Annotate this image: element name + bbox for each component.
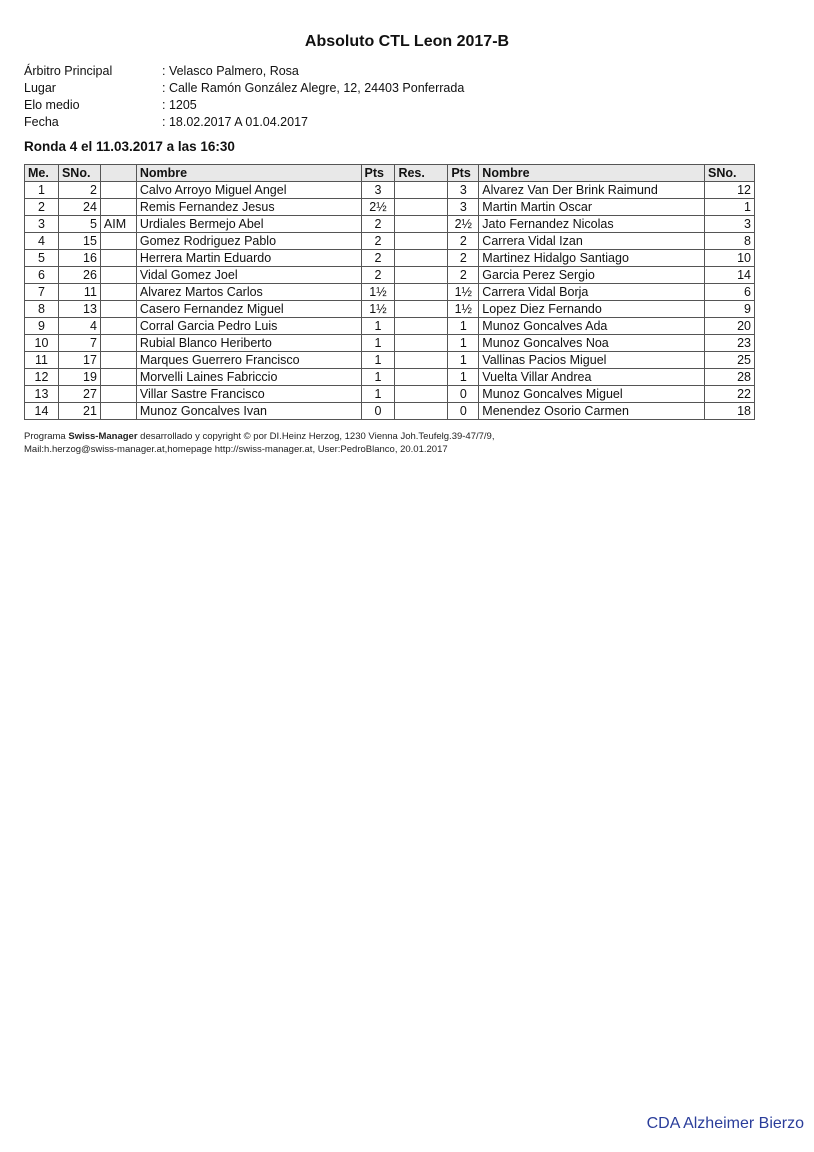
pts-white: 2 (361, 267, 395, 284)
sno-white: 5 (58, 216, 100, 233)
result (395, 216, 448, 233)
sno-black: 1 (705, 199, 755, 216)
footer-prefix: Programa (24, 431, 69, 442)
name-white: Herrera Martin Eduardo (136, 250, 361, 267)
name-black: Munoz Goncalves Ada (479, 318, 705, 335)
title-white (100, 267, 136, 284)
title-white (100, 386, 136, 403)
sno-black: 3 (705, 216, 755, 233)
name-white: Gomez Rodriguez Pablo (136, 233, 361, 250)
header-name-white: Nombre (136, 165, 361, 182)
title-white (100, 199, 136, 216)
info-row-date (24, 114, 464, 131)
sno-black: 6 (705, 284, 755, 301)
title-white (100, 318, 136, 335)
sno-white: 4 (58, 318, 100, 335)
header-sno-black: SNo. (705, 165, 755, 182)
name-black: Munoz Goncalves Noa (479, 335, 705, 352)
pts-white: 1 (361, 369, 395, 386)
round-heading: Ronda 4 el 11.03.2017 a las 16:30 (24, 139, 235, 154)
pts-black: 0 (448, 403, 479, 420)
title-white (100, 369, 136, 386)
name-white: Villar Sastre Francisco (136, 386, 361, 403)
board-number: 14 (25, 403, 59, 420)
table-row (25, 284, 755, 301)
sno-black: 23 (705, 335, 755, 352)
table-row (25, 267, 755, 284)
name-white: Casero Fernandez Miguel (136, 301, 361, 318)
sno-black: 12 (705, 182, 755, 199)
table-row (25, 301, 755, 318)
title-white (100, 284, 136, 301)
title-white (100, 182, 136, 199)
sno-white: 15 (58, 233, 100, 250)
name-black: Martinez Hidalgo Santiago (479, 250, 705, 267)
header-pts-black: Pts (448, 165, 479, 182)
pts-black: 1½ (448, 284, 479, 301)
name-black: Munoz Goncalves Miguel (479, 386, 705, 403)
name-black: Alvarez Van Der Brink Raimund (479, 182, 705, 199)
board-number: 3 (25, 216, 59, 233)
name-white: Marques Guerrero Francisco (136, 352, 361, 369)
tournament-info (24, 63, 464, 131)
result (395, 386, 448, 403)
pts-white: 1½ (361, 284, 395, 301)
info-value: : Velasco Palmero, Rosa (162, 64, 299, 78)
info-label: Árbitro Principal (24, 64, 113, 78)
sno-white: 13 (58, 301, 100, 318)
pairings-body (25, 182, 755, 420)
sno-white: 19 (58, 369, 100, 386)
board-number: 4 (25, 233, 59, 250)
table-row (25, 352, 755, 369)
sno-black: 10 (705, 250, 755, 267)
info-value: : 1205 (162, 98, 197, 112)
pairings-table (24, 164, 755, 420)
title-white (100, 250, 136, 267)
board-number: 9 (25, 318, 59, 335)
name-white: Alvarez Martos Carlos (136, 284, 361, 301)
pts-black: 1 (448, 369, 479, 386)
board-number: 2 (25, 199, 59, 216)
result (395, 318, 448, 335)
result (395, 369, 448, 386)
name-black: Vallinas Pacios Miguel (479, 352, 705, 369)
info-row-venue (24, 80, 464, 97)
sno-white: 2 (58, 182, 100, 199)
board-number: 1 (25, 182, 59, 199)
sno-white: 17 (58, 352, 100, 369)
pts-black: 2 (448, 233, 479, 250)
name-black: Martin Martin Oscar (479, 199, 705, 216)
sno-white: 11 (58, 284, 100, 301)
title-white (100, 335, 136, 352)
table-row (25, 335, 755, 352)
title-white (100, 233, 136, 250)
sno-white: 26 (58, 267, 100, 284)
sno-black: 8 (705, 233, 755, 250)
sno-black: 28 (705, 369, 755, 386)
pts-black: 3 (448, 182, 479, 199)
title-white (100, 301, 136, 318)
pts-black: 3 (448, 199, 479, 216)
result (395, 284, 448, 301)
board-number: 7 (25, 284, 59, 301)
pts-black: 2 (448, 250, 479, 267)
pts-black: 1 (448, 318, 479, 335)
table-row (25, 403, 755, 420)
pts-white: 3 (361, 182, 395, 199)
name-black: Vuelta Villar Andrea (479, 369, 705, 386)
info-value: : Calle Ramón González Alegre, 12, 24403 Ponferrada (162, 81, 465, 95)
header-name-black: Nombre (479, 165, 705, 182)
info-row-elo (24, 97, 464, 114)
footer-line-2: Mail:h.herzog@swiss-manager.at,homepage http://swiss-manager.at, User:PedroBlanco, 20.01.2017 (24, 444, 448, 455)
pts-white: 2 (361, 233, 395, 250)
name-white: Munoz Goncalves Ivan (136, 403, 361, 420)
name-white: Morvelli Laines Fabriccio (136, 369, 361, 386)
name-white: Calvo Arroyo Miguel Angel (136, 182, 361, 199)
header-result: Res. (395, 165, 448, 182)
info-label: Elo medio (24, 98, 80, 112)
name-white: Urdiales Bermejo Abel (136, 216, 361, 233)
footer-copyright: desarrollado y copyright © por DI.Heinz Herzog, 1230 Vienna Joh.Teufelg.39-47/7/9, (137, 431, 495, 442)
footer-line-1 (24, 430, 494, 443)
result (395, 199, 448, 216)
pts-black: 1 (448, 352, 479, 369)
result (395, 335, 448, 352)
result (395, 403, 448, 420)
header-sno-white: SNo. (58, 165, 100, 182)
table-header-row (25, 165, 755, 182)
pts-white: 1 (361, 352, 395, 369)
table-row (25, 369, 755, 386)
board-number: 5 (25, 250, 59, 267)
title-white: AIM (100, 216, 136, 233)
board-number: 10 (25, 335, 59, 352)
pts-white: 0 (361, 403, 395, 420)
name-black: Garcia Perez Sergio (479, 267, 705, 284)
result (395, 301, 448, 318)
pts-white: 1 (361, 318, 395, 335)
name-black: Menendez Osorio Carmen (479, 403, 705, 420)
info-label: Lugar (24, 81, 56, 95)
pts-white: 1½ (361, 301, 395, 318)
board-number: 11 (25, 352, 59, 369)
sno-white: 7 (58, 335, 100, 352)
sno-black: 22 (705, 386, 755, 403)
sno-white: 21 (58, 403, 100, 420)
name-black: Lopez Diez Fernando (479, 301, 705, 318)
sno-black: 9 (705, 301, 755, 318)
header-pts-white: Pts (361, 165, 395, 182)
sno-white: 16 (58, 250, 100, 267)
sno-white: 27 (58, 386, 100, 403)
pts-black: 1 (448, 335, 479, 352)
pts-black: 0 (448, 386, 479, 403)
name-black: Jato Fernandez Nicolas (479, 216, 705, 233)
name-white: Remis Fernandez Jesus (136, 199, 361, 216)
table-row (25, 386, 755, 403)
result (395, 267, 448, 284)
result (395, 182, 448, 199)
header-board: Me. (25, 165, 59, 182)
pts-black: 2½ (448, 216, 479, 233)
result (395, 352, 448, 369)
sno-black: 18 (705, 403, 755, 420)
name-white: Rubial Blanco Heriberto (136, 335, 361, 352)
pts-white: 1 (361, 386, 395, 403)
result (395, 233, 448, 250)
board-number: 13 (25, 386, 59, 403)
board-number: 12 (25, 369, 59, 386)
pts-black: 1½ (448, 301, 479, 318)
title-white (100, 403, 136, 420)
name-white: Vidal Gomez Joel (136, 267, 361, 284)
footer-program-name: Swiss-Manager (68, 431, 138, 442)
footer (24, 430, 494, 456)
table-row (25, 250, 755, 267)
table-row (25, 182, 755, 199)
pts-white: 1 (361, 335, 395, 352)
result (395, 250, 448, 267)
pts-white: 2 (361, 250, 395, 267)
table-row (25, 216, 755, 233)
pts-white: 2½ (361, 199, 395, 216)
corner-label: CDA Alzheimer Bierzo (646, 1115, 804, 1132)
page-title: Absoluto CTL Leon 2017-B (304, 33, 510, 50)
sno-black: 14 (705, 267, 755, 284)
table-row (25, 199, 755, 216)
name-black: Carrera Vidal Izan (479, 233, 705, 250)
name-black: Carrera Vidal Borja (479, 284, 705, 301)
pts-white: 2 (361, 216, 395, 233)
sno-white: 24 (58, 199, 100, 216)
name-white: Corral Garcia Pedro Luis (136, 318, 361, 335)
info-value: : 18.02.2017 A 01.04.2017 (162, 115, 308, 129)
info-label: Fecha (24, 115, 59, 129)
pts-black: 2 (448, 267, 479, 284)
board-number: 8 (25, 301, 59, 318)
table-row (25, 233, 755, 250)
title-white (100, 352, 136, 369)
info-row-arbiter (24, 63, 464, 80)
header-title (100, 165, 136, 182)
sno-black: 20 (705, 318, 755, 335)
table-row (25, 318, 755, 335)
sno-black: 25 (705, 352, 755, 369)
board-number: 6 (25, 267, 59, 284)
